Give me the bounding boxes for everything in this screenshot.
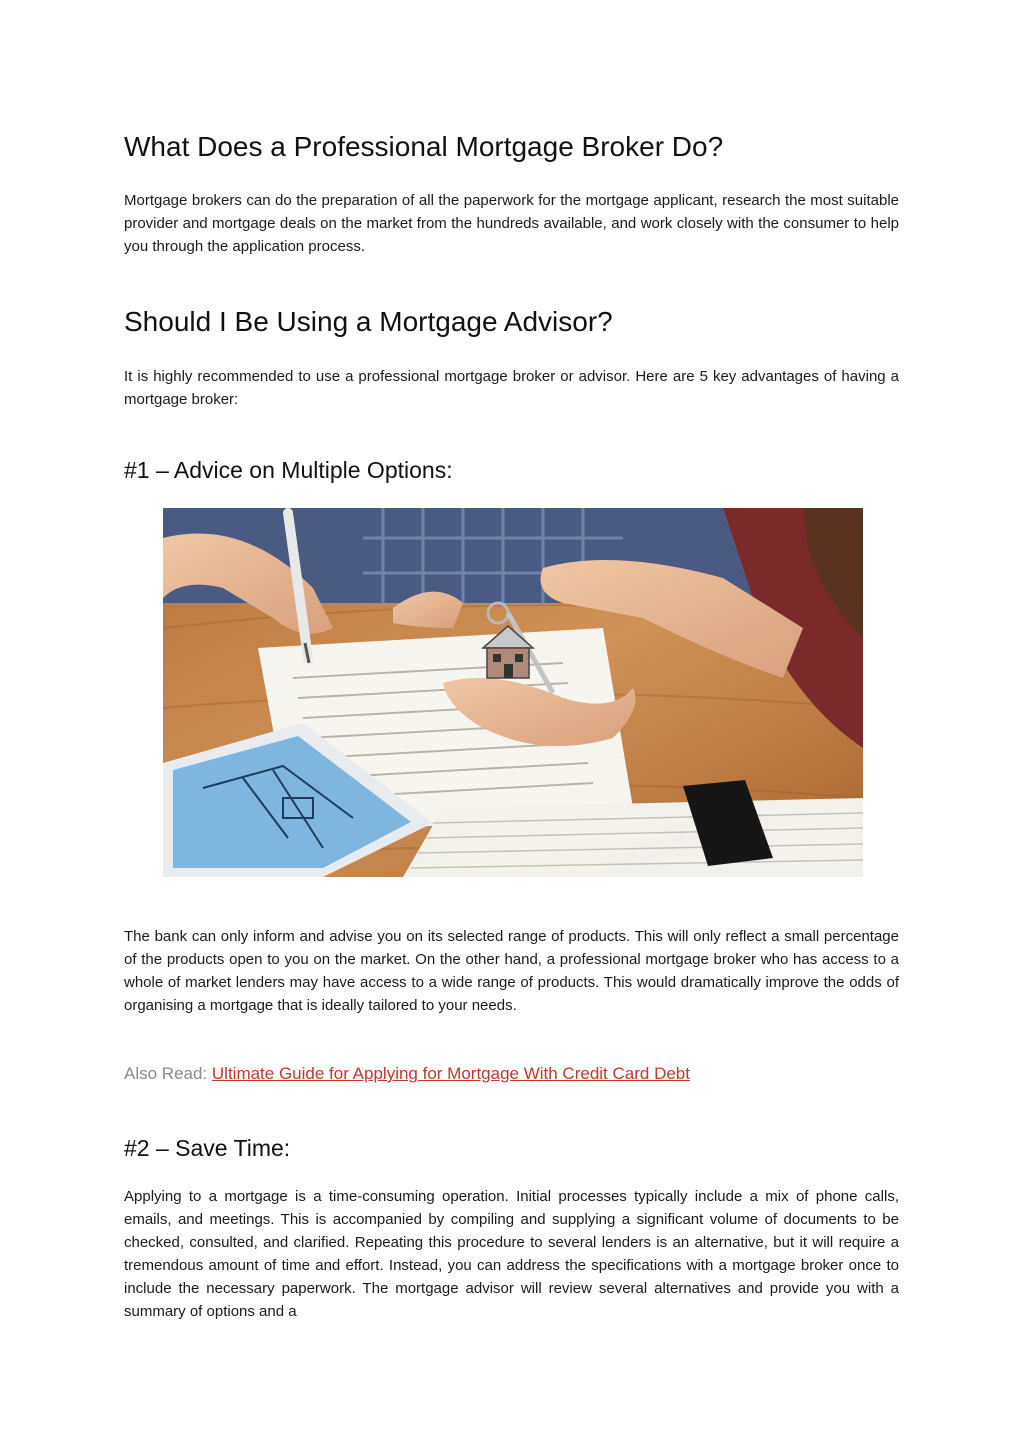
also-read-line — [124, 1062, 690, 1086]
paragraph-bank-vs-broker: The bank can only inform and advise you on its selected range of products. This will only reflect a small percentage of the products open to you on the market. On the other hand, a professional mortgage broker who has access to a whole of market lenders may have access to a wide range of products. This would dramatically improve the odds of organising a mortgage that is ideally tailored to your needs. — [124, 928, 899, 1014]
paragraph-recommendation: It is highly recommended to use a professional mortgage broker or advisor. Here are 5 key advantages of having a mortgage broker: — [124, 368, 899, 408]
mortgage-keys-photo — [163, 508, 863, 877]
paragraph-broker-duties: Mortgage brokers can do the preparation of all the paperwork for the mortgage applicant, research the most suitable provider and mortgage deals on the market from the hundreds available, and work closely with the consumer to help you through the application process. — [124, 192, 899, 255]
also-read-link[interactable]: Ultimate Guide for Applying for Mortgage With Credit Card Debt — [211, 1064, 690, 1083]
paragraph-save-time: Applying to a mortgage is a time-consuming operation. Initial processes typically include a mix of phone calls, emails, and meetings. This is accompanied by compiling and supplying a significant volume of documents to be checked, consulted, and clarified. Repeating this procedure to several lenders is an alternative, but it will require a tremendous amount of time and effort. Instead, you can address the specifications with a mortgage broker once to include the necessary paperwork. The mortgage advisor will review several alternatives and provide you with a summary of options and a — [124, 1188, 899, 1320]
heading-advice-multiple-options: #1 – Advice on Multiple Options: — [124, 457, 453, 483]
heading-what-broker-does: What Does a Professional Mortgage Broker Do? — [124, 131, 724, 162]
heading-save-time: #2 – Save Time: — [124, 1135, 291, 1161]
heading-should-use-advisor: Should I Be Using a Mortgage Advisor? — [124, 306, 613, 337]
also-read-label: Also Read: — [124, 1064, 212, 1083]
